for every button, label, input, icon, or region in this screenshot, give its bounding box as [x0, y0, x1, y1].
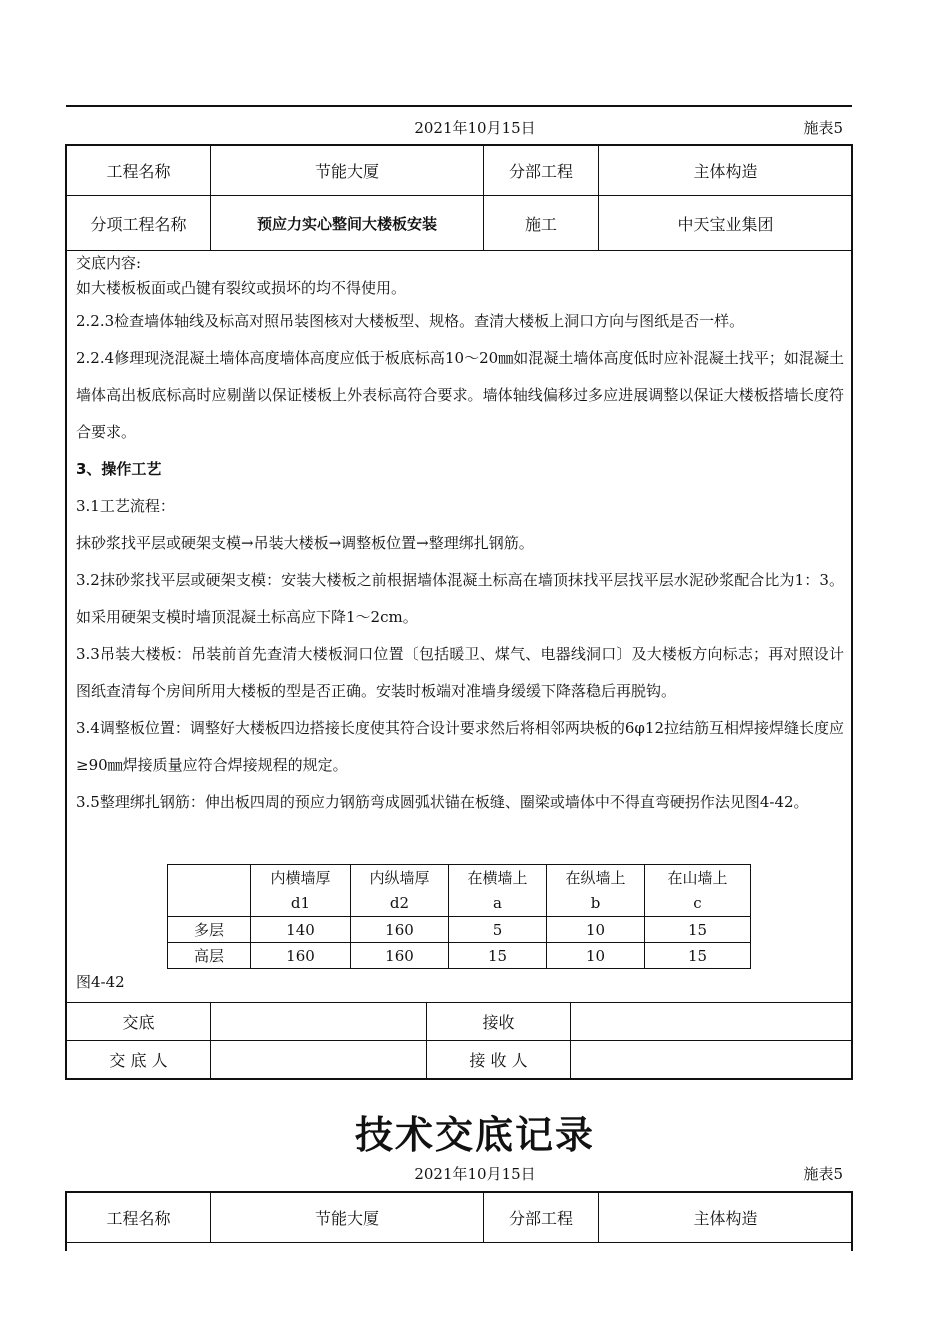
table-cell: 5 [449, 917, 547, 943]
content-line: 3.3吊装大楼板：吊装前首先查清大楼板洞口位置〔包括暖卫、煤气、电器线洞口〕及大楼板方向标志；再对照设计图纸查清每个房间所用大楼板的型是否正确。安装时板端对准墙身缓缓下降落稳后再脱钩。 [76, 645, 844, 700]
division-label: 分部工程 [484, 146, 599, 196]
table-cell: 15 [449, 943, 547, 969]
project-name-value: 节能大厦 [211, 146, 484, 196]
dimension-header: 在纵墙上 b [547, 865, 645, 917]
handover-person-label: 交 底 人 [67, 1041, 211, 1079]
sub-project-label: 分项工程名称 [67, 196, 211, 251]
sub-project-value: 预应力实心整间大楼板安装 [211, 196, 484, 251]
table-cell: 160 [351, 943, 449, 969]
signoff-table [66, 1002, 853, 1079]
content-line: 抹砂浆找平层或硬架支模→吊装大楼板→调整板位置→整理绑扎钢筋。 [76, 534, 534, 552]
content-heading: 交底内容: [76, 254, 142, 272]
form-number: 施表5 [803, 119, 843, 137]
handover-label: 交底 [67, 1003, 211, 1041]
table-cell: 10 [547, 943, 645, 969]
section-heading: 3、操作工艺 [76, 460, 162, 478]
project-name-label: 工程名称 [67, 1193, 211, 1243]
constructor-value: 中天宝业集团 [599, 196, 853, 251]
dimension-table [167, 864, 751, 969]
dimension-header: 在横墙上 a [449, 865, 547, 917]
form-number-2: 施表5 [803, 1165, 843, 1183]
content-line: 2.2.3检查墙体轴线及标高对照吊装图核对大楼板型、规格。查清大楼板上洞口方向与图纸是否一样。 [76, 312, 745, 330]
table-cell: 10 [547, 917, 645, 943]
dimension-corner-cell [168, 865, 251, 917]
page-title: 技术交底记录 [354, 1113, 595, 1157]
info-table-2 [66, 1192, 853, 1243]
row-label: 高层 [168, 943, 251, 969]
content-line: 3.1工艺流程： [76, 497, 175, 515]
top-rule [66, 105, 852, 107]
receive-person-label: 接 收 人 [427, 1041, 571, 1079]
division-value: 主体构造 [599, 1193, 853, 1243]
table-cell: 15 [645, 943, 751, 969]
content-line: 3.5整理绑扎钢筋：伸出板四周的预应力钢筋弯成圆弧状锚在板缝、圈梁或墙体中不得直弯硬拐作法见图4-42。 [76, 793, 809, 811]
dimension-header: 在山墙上 c [645, 865, 751, 917]
table-cell: 160 [351, 917, 449, 943]
receive-person-field [571, 1041, 853, 1079]
info-table [66, 145, 853, 251]
figure-label: 图4-42 [76, 973, 125, 991]
handover-field [211, 1003, 427, 1041]
content-body [76, 253, 844, 821]
handover-person-field [211, 1041, 427, 1079]
table-row [168, 917, 751, 943]
date-label-2: 2021年10月15日 [414, 1165, 536, 1183]
row-label: 多层 [168, 917, 251, 943]
content-line: 3.2抹砂浆找平层或硬架支模：安装大楼板之前根据墙体混凝土标高在墙顶抹找平层找平层水泥砂浆配合比为1：3。如采用硬架支模时墙顶混凝土标高应下降1～2cm。 [76, 571, 844, 626]
dimension-header: 内横墙厚 d1 [251, 865, 351, 917]
project-name-label: 工程名称 [67, 146, 211, 196]
content-line: 2.2.4修理现浇混凝土墙体高度墙体高度应低于板底标高10～20㎜如混凝土墙体高度低时应补混凝土找平；如混凝土墙体高出板底标高时应剔凿以保证楼板上外表标高符合要求。墙体轴线偏移过多应进展调整以保证大楼板搭墙长度符合要求。 [76, 349, 844, 441]
constructor-label: 施工 [484, 196, 599, 251]
date-label: 2021年10月15日 [414, 119, 536, 137]
content-line: 3.4调整板位置：调整好大楼板四边搭接长度使其符合设计要求然后将相邻两块板的6φ12拉结筋互相焊接焊缝长度应≥90㎜焊接质量应符合焊接规程的规定。 [76, 719, 844, 774]
receive-label: 接收 [427, 1003, 571, 1041]
table-cell: 15 [645, 917, 751, 943]
table-cell: 140 [251, 917, 351, 943]
division-label: 分部工程 [484, 1193, 599, 1243]
receive-field [571, 1003, 853, 1041]
project-name-value: 节能大厦 [211, 1193, 484, 1243]
division-value: 主体构造 [599, 146, 853, 196]
table-row [168, 943, 751, 969]
content-line: 如大楼板板面或凸键有裂纹或损坏的均不得使用。 [76, 279, 407, 297]
dimension-header: 内纵墙厚 d2 [351, 865, 449, 917]
table-cell: 160 [251, 943, 351, 969]
